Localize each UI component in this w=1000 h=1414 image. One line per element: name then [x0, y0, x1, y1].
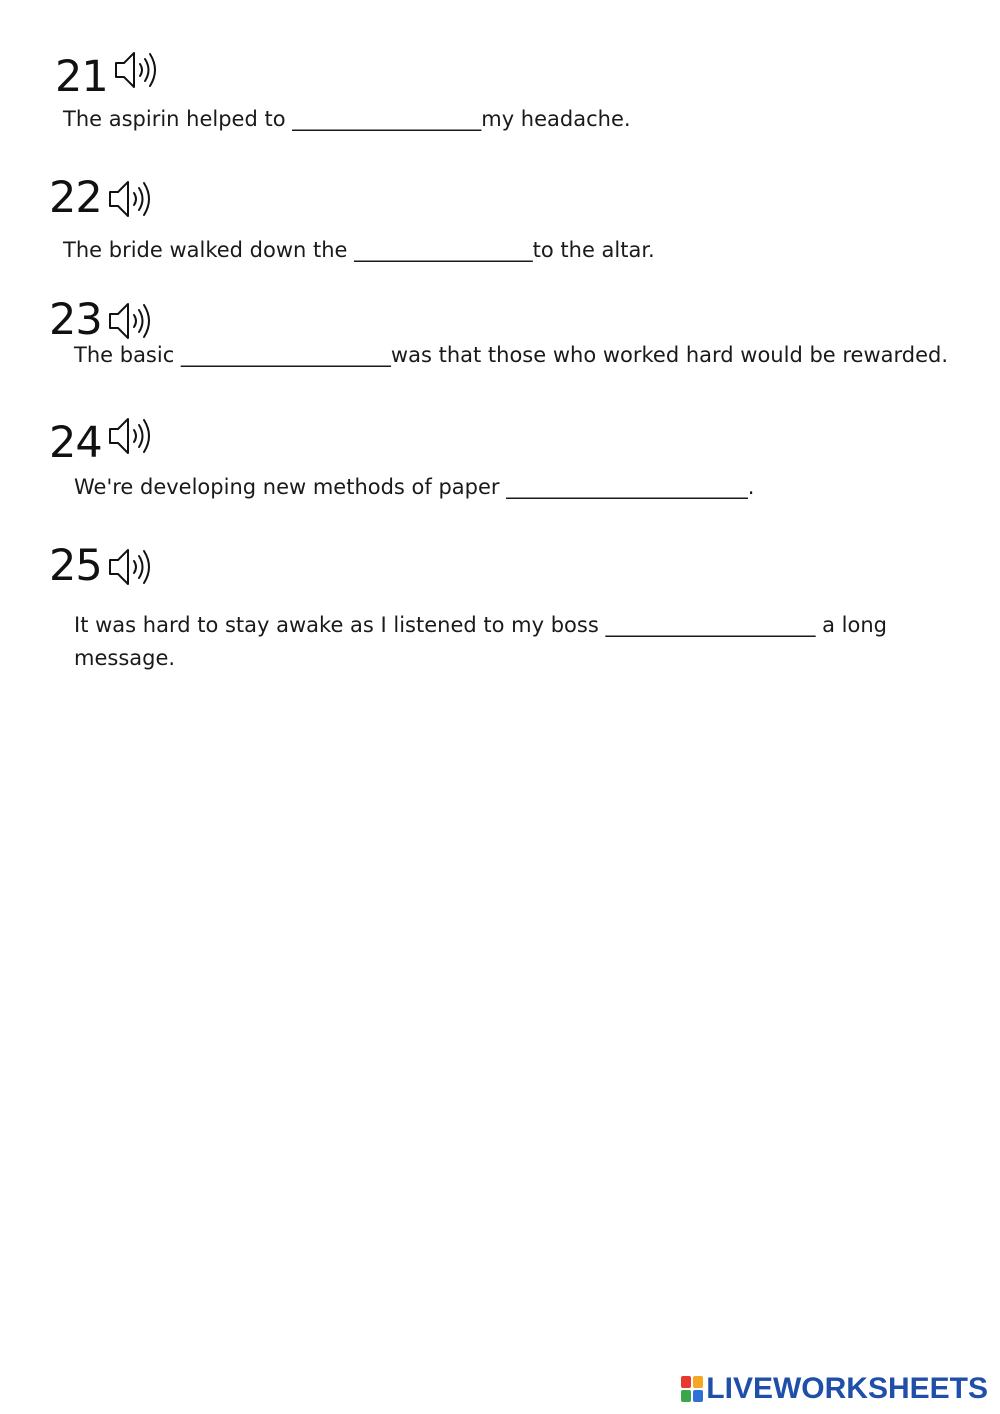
question-24-header — [49, 414, 160, 468]
question-22-header — [49, 173, 160, 223]
question-23-header — [49, 295, 160, 345]
speaker-audio-icon[interactable] — [106, 177, 160, 221]
question-21-text: The aspirin helped to __________________my headache. — [63, 107, 631, 131]
logo-square-red — [681, 1376, 691, 1388]
question-number: 21 — [55, 52, 108, 102]
logo-square-blue — [693, 1390, 703, 1402]
logo-square-orange — [693, 1376, 703, 1388]
question-25-header — [49, 541, 160, 591]
logo-icon — [681, 1376, 703, 1402]
question-21-header — [55, 48, 166, 102]
speaker-audio-icon[interactable] — [106, 414, 160, 458]
question-23-text: The basic ____________________was that those who worked hard would be rewarded. — [74, 343, 949, 367]
question-24-text: We're developing new methods of paper _______________________. — [74, 475, 755, 499]
brand-name: LIVEWORKSHEETS — [706, 1372, 988, 1405]
question-number: 24 — [49, 418, 102, 468]
question-number: 25 — [49, 541, 102, 591]
speaker-audio-icon[interactable] — [106, 299, 160, 343]
question-22-text: The bride walked down the _________________to the altar. — [63, 238, 655, 262]
question-number: 23 — [49, 295, 102, 345]
speaker-audio-icon[interactable] — [112, 48, 166, 92]
question-25-text: It was hard to stay awake as I listened to my boss ____________________ a long message. — [74, 613, 894, 670]
question-number: 22 — [49, 173, 102, 223]
speaker-audio-icon[interactable] — [106, 545, 160, 589]
liveworksheets-logo[interactable] — [681, 1372, 988, 1406]
logo-square-green — [681, 1390, 691, 1402]
